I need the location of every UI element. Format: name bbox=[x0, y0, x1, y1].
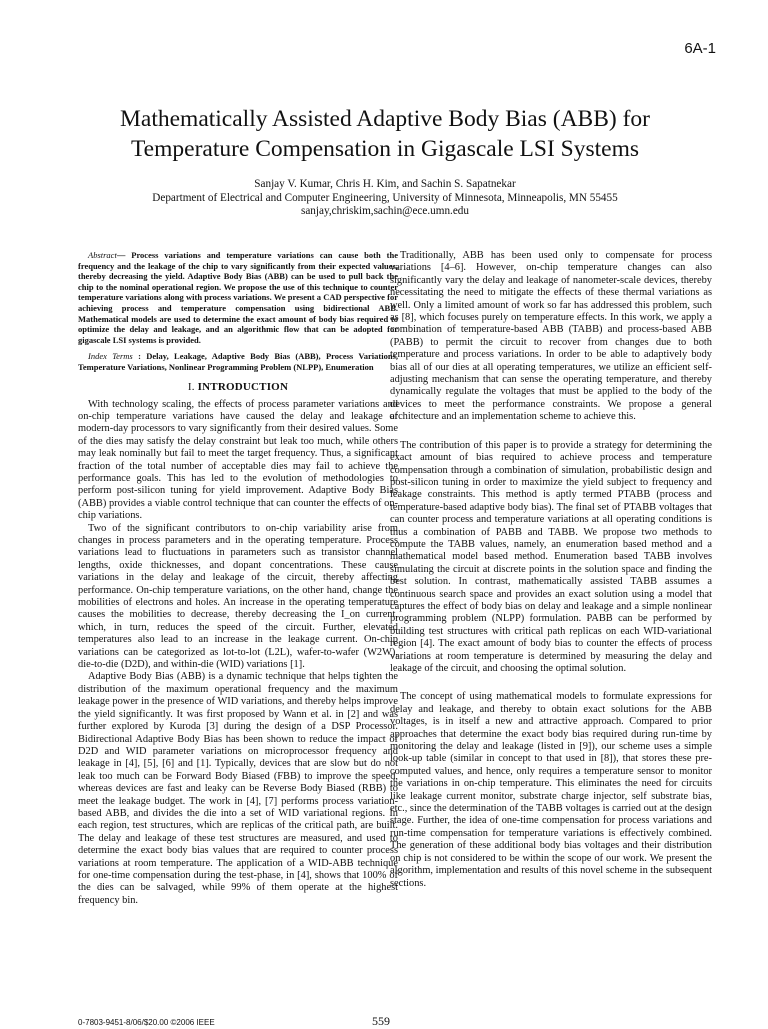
author-block bbox=[60, 178, 710, 219]
intro-paragraph-3: Adaptive Body Bias (ABB) is a dynamic technique that helps tighten the distribution of the maximum operational frequency and the maximum leakage power in the presence of WID variations, and thereby helps improve the yield significantly. It was first proposed by Wann et al. in [2] and was further explored by Kuroda [3] during the design of a DSP Processor. Bidirectional Adaptive Body Bias has been shown to reduce the impact of D2D and WID parameter variations on microprocessor frequency and leakage in [4], [5], [6] and [1]. Typically, devices that are slow but do not leak too much can be Forward Body Biased (FBB) to improve the speed, whereas devices are fast and leaky can be Reverse Body Biased (RBB) to meet the leakage budget. The work in [4], [7] performs process variation-based ABB, and divides the die into a set of WID variational regions. In each region, test structures, which are replicas of the critical path, are built. The delay and leakage of these test structures are measured, and used to determine the exact body bias values that are required to counter process variations at room temperature. The application of a WID-ABB technique for one-time compensation during the test-phase, in [4], shows that 100% of the dies can be salvaged, while 99% of them operate at the highest frequency bin. bbox=[78, 671, 398, 906]
title-line-1: Mathematically Assisted Adaptive Body Bias (ABB) for bbox=[120, 106, 650, 132]
paper-title bbox=[60, 104, 710, 164]
intro-paragraph-2: Two of the significant contributors to on-chip variability arise from changes in process parameters and in the operating temperature. Process variations lead to fluctuations in parameters such as transistor channel lengths, oxide thicknesses, and dopant concentrations. These cause variations in the delay and leakage of the circuit, thereby affecting performance. On-chip temperature variations, on the other hand, change the mobilities of electrons and holes. An increase in the operating temperature causes the mobilities to decrease, thereby decreasing the I_on current, which, in turn, reduces the speed of the circuit. Further, elevated temperatures also lead to an increase in the leakage current. On-chip variations can be categorized as lot-to-lot (L2L), wafer-to-wafer (W2W), die-to-die (D2D), and within-die (WID) variations [1]. bbox=[78, 522, 398, 671]
right-paragraph-2: The contribution of this paper is to provide a strategy for determining the exact amount of bias required to achieve process and temperature compensation through a combination of simulation, probabilistic design and post-silicon tuning in order to maximize the yield subject to frequency and leakage constraints. This method is aptly termed PTABB (process and temperature-based adaptive body bias). The final set of PTABB voltages that can counter process and temperature variations at all operating conditions is thus a combination of PABB and TABB. We propose two methods to compute the TABB values, namely, an enumeration based method and a mathematical model based method. Enumeration based TABB involves simulating the circuit at discrete points in the solution space and finding the best solution. In contrast, mathematically assisted TABB assumes a continuous search space and provides an exact solution using a model that captures the effect of body bias on delay and leakage and a simple nonlinear programming problem (NLPP) formulation. PABB can be performed by building test structures with critical path replicas on each WID-variational region [4]. The exact amount of body bias to counter the effects of process variations at room temperature is determined by measuring the delay and leakage of the circuit, and choosing the optimal solution. bbox=[390, 439, 712, 674]
right-paragraph-1: Traditionally, ABB has been used only to compensate for process variations [4–6]. However, on-chip temperature changes can also significantly vary the delay and leakage of nanometer-scale devices, thereby necessitating the need to mitigate the effects of these thermal variations as well. Only a limited amount of work so far has addressed this problem, such as [8], which focuses purely on temperature effects. In this work, we apply a combination of temperature-based ABB (TABB) and process-based ABB (PABB) to permit the circuit to recover from changes due to both temperature and process variations. In order to be able to adaptively body bias all of our dies at all operating temperatures, we utilize an efficient self-adjusting mechanism that can sense the operating temperature, and thereby dynamically regulate the voltages that must be applied to the body of the devices to meet the performance constraints. We propose a general architecture and an implementation scheme to achieve this. bbox=[390, 250, 712, 423]
section-name: INTRODUCTION bbox=[197, 380, 289, 393]
right-column bbox=[390, 250, 712, 890]
index-terms-text: : Delay, Leakage, Adaptive Body Bias (ABB), Process Variations, Temperature Variations, Nonlinear Programming Problem (NLPP), Enumeration bbox=[78, 351, 399, 372]
intro-paragraph-1: With technology scaling, the effects of process parameter variations and on-chip temperature variations have caused the delay and leakage of modern-day processors to vary significantly from their desired values. Some of the dies may satisfy the delay constraint but leak too much, while others may leak nominally but fail to meet the target frequency. Thus, a significant fraction of the total number of acceptable dies may fail to achieve the performance goals. This has led to the evolution of methodologies to perform post-silicon tuning for yield improvement. Adaptive Body Bias (ABB) provides a viable control technique that can counter the effects of on-chip variations. bbox=[78, 398, 398, 522]
author-email: sanjay,chriskim,sachin@ece.umn.edu bbox=[300, 205, 469, 217]
index-terms bbox=[78, 351, 398, 372]
section-number: I. bbox=[187, 380, 198, 393]
abstract bbox=[78, 250, 398, 345]
page-number: 559 bbox=[372, 1014, 390, 1028]
footer-copyright: 0-7803-9451-8/06/$20.00 ©2006 IEEE bbox=[78, 1018, 215, 1027]
page-code: 6A-1 bbox=[684, 40, 716, 57]
left-column bbox=[78, 250, 398, 907]
abstract-lead: Abstract bbox=[88, 250, 117, 260]
author-names: Sanjay V. Kumar, Chris H. Kim, and Sachin S. Sapatnekar bbox=[254, 178, 516, 190]
title-line-2: Temperature Compensation in Gigascale LSI Systems bbox=[130, 136, 640, 162]
author-affiliation: Department of Electrical and Computer Engineering, University of Minnesota, Minneapolis, MN 55455 bbox=[152, 191, 618, 204]
section-heading-introduction bbox=[78, 381, 398, 393]
index-terms-lead: Index Terms bbox=[88, 351, 133, 362]
abstract-text: — Process variations and temperature variations can cause both the frequency and the leakage of the chip to vary significantly from their expected values, thereby decreasing the yield. Adaptive Body Bias (ABB) can be used to pull back the chip to the nominal operational region. We propose the use of this technique to counter temperature variations along with process variations. We present a CAD perspective for achieving process and temperature compensation using bidirectional ABB. Mathematical models are used to determine the exact amount of body bias required to optimize the delay and leakage, and an algorithmic flow that can be adopted for gigascale LSI systems is provided. bbox=[78, 250, 398, 345]
right-paragraph-3: The concept of using mathematical models to formulate expressions for delay and leakage, and thereby to obtain exact solutions for the ABB voltages, is in itself a new and attractive approach. Compared to prior approaches that determine the exact body bias required during run-time by monitoring the delay and leakage (listed in [9]), our scheme uses a simple look-up table (similar in concept to that used in [8]), that stores these pre-computed values, and hence, only requires a temperature sensor to monitor the variations in on-chip temperature. This eliminates the need for circuits like leakage current monitor, substrate charge injector, self substrate bias, etc., since the determination of the TABB voltages is carried out at the design stage. Further, the idea of one-time compensation for process variations and run-time compensation for temperature variations is effectively combined. The generation of these additional body bias voltages and their distribution on chip is not considered to be within the scope of our work. We present the algorithm, implementation and results of this novel scheme in the subsequent sections. bbox=[390, 691, 712, 889]
